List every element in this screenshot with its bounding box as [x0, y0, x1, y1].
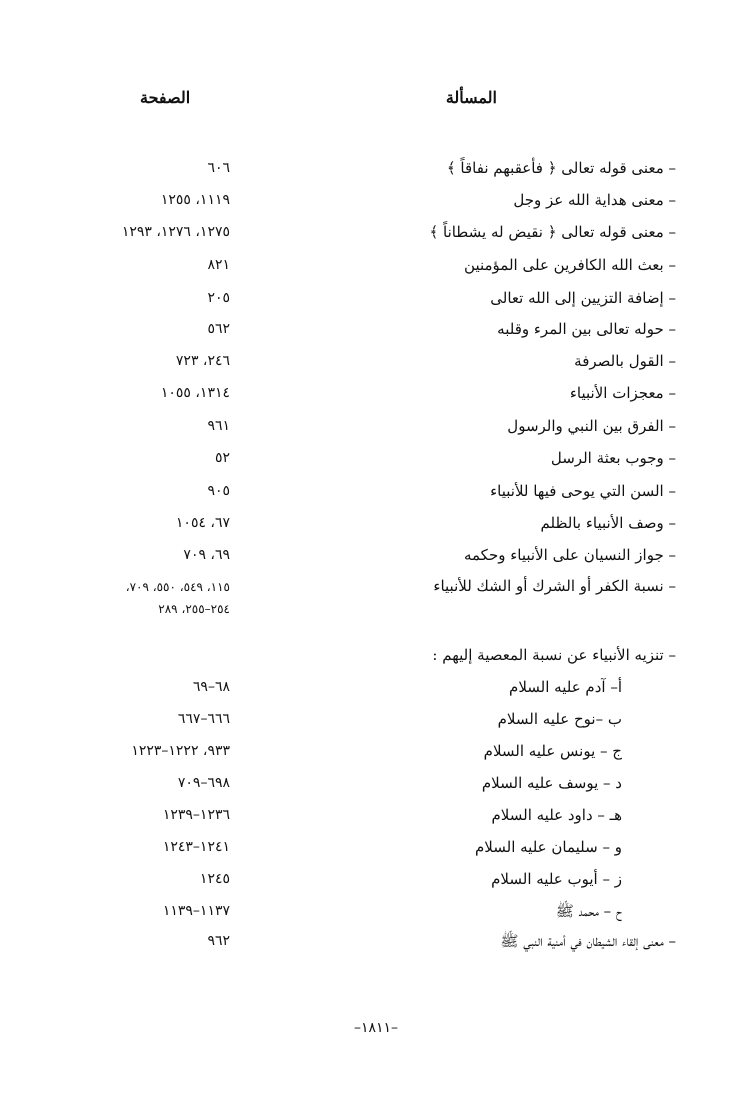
column-header-issue: المسألة — [445, 88, 497, 107]
index-entry — [0, 476, 752, 506]
entry-text: – نسبة الكفر أو الشرك أو الشك للأنبياء — [433, 577, 676, 595]
index-subentry — [0, 864, 752, 894]
entry-pages: ١١٣٧–١١٣٩ — [162, 903, 230, 919]
index-entry — [0, 153, 752, 183]
entry-text: – معجزات الأنبياء — [569, 384, 676, 402]
entry-text: ج – يونس عليه السلام — [483, 742, 622, 760]
index-subentry — [0, 896, 752, 926]
index-entry — [0, 346, 752, 376]
entry-pages: ٩٦١ — [207, 418, 230, 434]
entry-text: – القول بالصرفة — [574, 352, 676, 370]
entry-text: د – يوسف عليه السلام — [481, 774, 622, 792]
page-number: –١٨١١– — [353, 1020, 399, 1036]
entry-pages: ١١٥، ٥٤٩، ٥٥٠، ٧٠٩، — [125, 580, 230, 594]
entry-text: و – سليمان عليه السلام — [475, 838, 622, 856]
entry-text: – إضافة التزيين إلى الله تعالى — [490, 289, 676, 307]
entry-pages: ٦٦٦–٦٦٧ — [177, 711, 230, 727]
entry-text: – معنى قوله تعالى ﴿ نقيض له يشطاناً ﴾ — [429, 223, 676, 241]
entry-pages: ١٢٣٦–١٢٣٩ — [162, 807, 230, 823]
index-subentry — [0, 832, 752, 862]
entry-pages: ١٢٧٥، ١٢٧٦، ١٢٩٣ — [121, 224, 230, 240]
index-entry — [0, 378, 752, 408]
index-subentry — [0, 672, 752, 702]
index-entry — [0, 217, 752, 247]
entry-text: ز – أيوب عليه السلام — [491, 870, 622, 888]
index-entry — [0, 443, 752, 473]
index-entry — [0, 250, 752, 280]
entry-pages: ٢٠٥ — [207, 290, 230, 306]
index-entry — [0, 571, 752, 623]
entry-text: – معنى إلقاء الشيطان في أمنية النبي ﷺ — [500, 932, 676, 950]
entry-text: – السن التي يوحى فيها للأنبياء — [490, 482, 676, 500]
entry-pages: ١٣١٤، ١٠٥٥ — [160, 385, 230, 401]
entry-text: – جواز النسيان على الأنبياء وحكمه — [463, 546, 676, 564]
entry-pages: ٦٩٨–٧٠٩ — [177, 775, 230, 791]
entry-pages: ٢٤٦، ٧٢٣ — [175, 353, 230, 369]
index-entry — [0, 283, 752, 313]
index-entry — [0, 926, 752, 956]
entry-pages: ١١١٩، ١٢٥٥ — [160, 192, 230, 208]
entry-pages: ٦٩، ٧٠٩ — [183, 547, 230, 563]
entry-text: – بعث الله الكافرين على المؤمنين — [464, 256, 676, 274]
entry-text: هـ – داود عليه السلام — [491, 806, 622, 824]
index-entry-heading — [0, 640, 752, 670]
entry-text: – حوله تعالى بين المرء وقلبه — [497, 320, 676, 338]
entry-text: – وجوب بعثة الرسل — [550, 449, 676, 467]
entry-pages: ٨٢١ — [207, 257, 230, 273]
index-entry — [0, 411, 752, 441]
entry-text: – تنزيه الأنبياء عن نسبة المعصية إليهم : — [432, 646, 676, 664]
entry-pages: ١٢٤١–١٢٤٣ — [162, 839, 230, 855]
entry-pages: ٩٣٣، ١٢٢٢–١٢٢٣ — [131, 743, 230, 759]
entry-pages: ٥٢ — [214, 450, 230, 466]
index-entry — [0, 314, 752, 344]
entry-pages: ٦٧، ١٠٥٤ — [175, 515, 230, 531]
index-subentry — [0, 768, 752, 798]
entry-pages: ١٢٤٥ — [199, 871, 230, 887]
entry-pages: ٦٠٦ — [207, 160, 230, 176]
entry-text: ب –نوح عليه السلام — [497, 710, 622, 728]
entry-pages: ٩٦٢ — [207, 933, 230, 949]
index-subentry — [0, 736, 752, 766]
entry-text: – وصف الأنبياء بالظلم — [540, 514, 676, 532]
entry-pages: ٦٨–٦٩ — [192, 679, 230, 695]
index-subentry — [0, 800, 752, 830]
index-subentry — [0, 704, 752, 734]
index-entry — [0, 540, 752, 570]
entry-text: – معنى قوله تعالى ﴿ فأعقبهم نفاقاً ﴾ — [446, 159, 676, 177]
index-entry — [0, 185, 752, 215]
column-header-page: الصفحة — [140, 88, 191, 107]
index-entry — [0, 508, 752, 538]
entry-pages: ٩٠٥ — [207, 483, 230, 499]
entry-pages: ٥٦٢ — [207, 321, 230, 337]
entry-text: أ– آدم عليه السلام — [509, 678, 622, 696]
entry-pages-continued: ٢٥٤–٢٥٥، ٢٨٩ — [158, 602, 230, 616]
entry-text: – الفرق بين النبي والرسول — [507, 417, 676, 435]
entry-text: – معنى هداية الله عز وجل — [513, 191, 676, 209]
entry-text: ح – محمد ﷺ — [555, 902, 622, 920]
